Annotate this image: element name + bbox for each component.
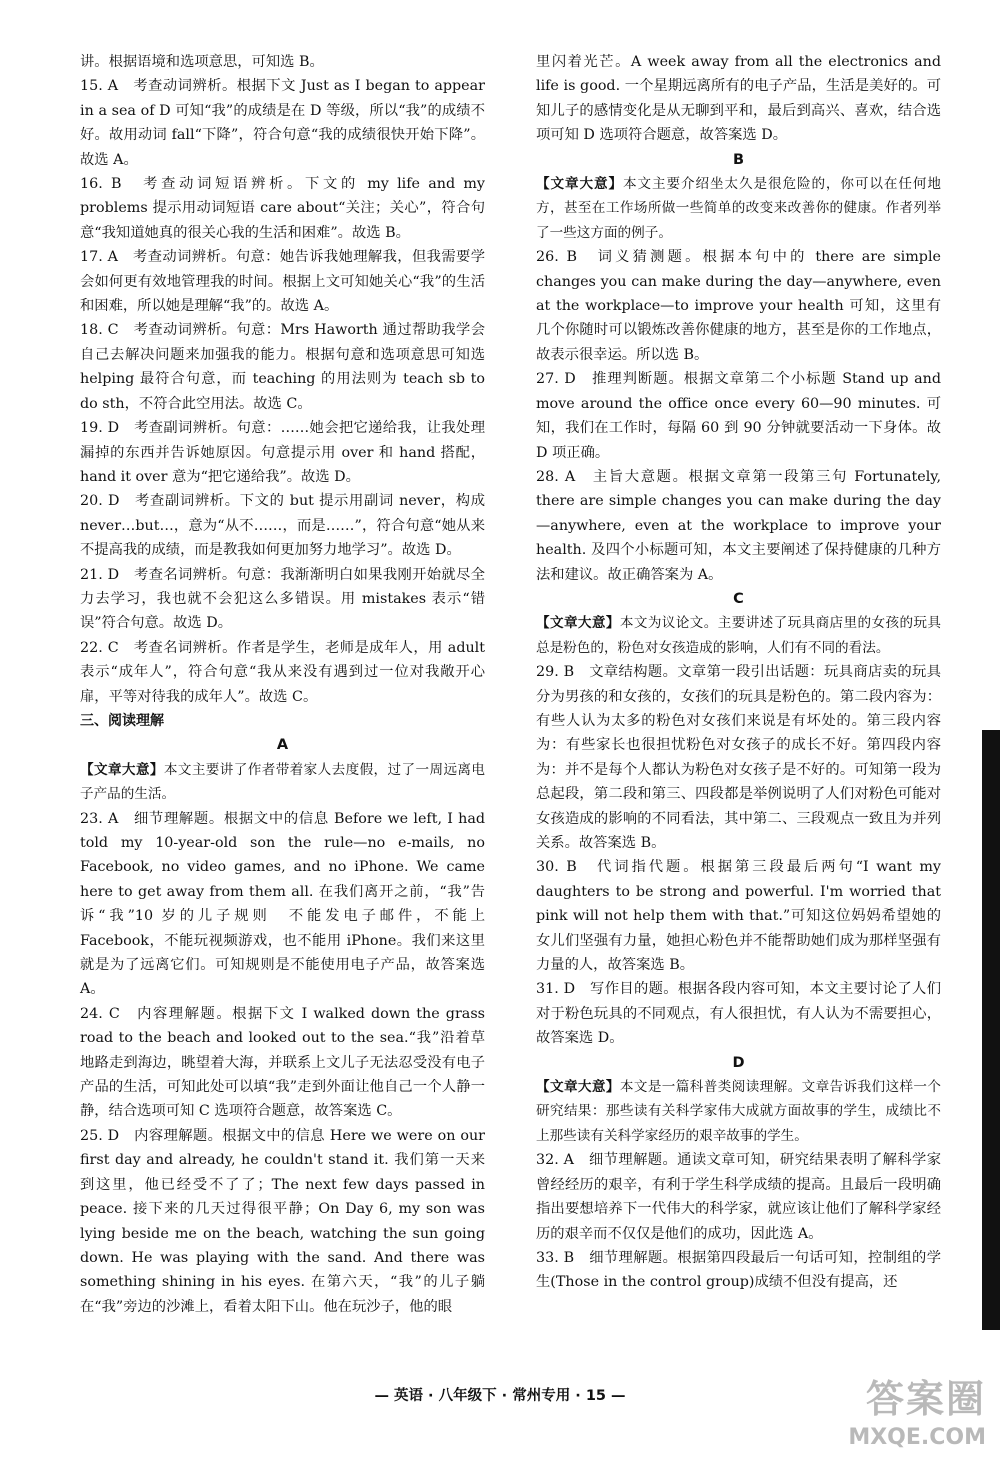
passage-summary-a (80, 758, 485, 807)
answer-19: 19. D 考查副词辨析。句意：……她会把它递给我，让我处理漏掉的东西并告诉她原因。句意提示用 over 和 hand 搭配，hand it over 意为“把它递给我”。故选 D。 (80, 420, 485, 485)
summary-tag: 【文章大意】 (536, 1079, 620, 1096)
answer-32: 32. A 细节理解题。通读文章可知，研究结果表明了解科学家曾经经历的艰辛，有利于学生科学成绩的提高。且最后一段明确指出要想培养下一代伟大的科学家，就应该让他们了解科学家经历的艰辛而不仅仅是他们的成功，因此选 A。 (536, 1152, 941, 1242)
answer-18: 18. C 考查动词辨析。句意：Mrs Haworth 通过帮助我学会自己去解决问题来加强我的能力。根据句意和选项意思可知选 helping 最符合句意，而 teaching 的用法则为 teach sb to do sth，不符合此空用法。故选 C。 (80, 322, 485, 412)
answer-28: 28. A 主旨大意题。根据文章第一段第三句 Fortunately, there are simple changes you can make during the day—anywhere, even at the workplace to improve your health. 及四个小标题可知，本文主要阐述了保持健康的几种方法和建议。故正确答案为 A。 (536, 468, 941, 583)
answer-24: 24. C 内容理解题。根据下文 I walked down the grass road to the beach and looked out to the sea.“我”沿着草地路走到海边，眺望着大海，并联系上文儿子无法忍受没有电子产品的生活，可知此处可以填“我”走到外面让他自己一个人静一静，结合选项可知 C 选项符合题意，故答案选 C。 (80, 1005, 485, 1120)
summary-text: 本文主要介绍坐太久是很危险的，你可以在任何地方，甚至在工作场所做一些简单的改变来改善你的健康。作者列举了一些这方面的例子。 (536, 176, 942, 241)
section-heading-reading: 三、阅读理解 (80, 712, 164, 729)
answer-33: 33. B 细节理解题。根据第四段最后一句话可知，控制组的学生(Those in the control group)成绩不但没有提高，还 (536, 1249, 941, 1291)
page-edge-tab (982, 730, 1000, 1330)
watermark-url: MXQE.COM (848, 1425, 986, 1450)
answer-22: 22. C 考查名词辨析。作者是学生，老师是成年人，用 adult 表示“成年人”，符合句意“我从来没有遇到过一位对我敞开心扉，平等对待我的成年人”。故选 C。 (80, 639, 485, 705)
answer-29: 29. B 文章结构题。文章第一段引出话题：玩具商店卖的玩具分为男孩的和女孩的，女孩们的玩具是粉色的。第二段内容为：有些人认为太多的粉色对女孩们来说是有坏处的。第三段内容为：有些家长也很担忧粉色对女孩子的成长不好。第四段内容为：并不是每个人都认为粉色对女孩子是不好的。可知第一段为总起段，第二段和第三、四段都是举例说明了人们对粉色可能对女孩造成的影响的不同看法，其中第二、三段观点一致且为并列关系。故答案选 B。 (536, 664, 941, 851)
passage-summary-d (536, 1075, 941, 1148)
answer-15: 15. A 考查动词辨析。根据下文 Just as I began to appear in a sea of D 可知“我”的成绩是在 D 等级，所以“我”的成绩不好。故用动词 fall“下降”，符合句意“我的成绩很快开始下降”。故选 A。 (80, 78, 485, 168)
answer-25-continuation: 里闪着光芒。A week away from all the electronics and life is good. 一个星期远离所有的电子产品，生活是美好的。可知儿子的感情变化是从无聊到平和，最后到高兴、喜欢，结合选项可知 D 选项符合题意，故答案选 D。 (536, 54, 941, 144)
answer-27: 27. D 推理判断题。根据文章第二个小标题 Stand up and move around the office once every 60—90 minutes. 可知，我们在工作时，每隔 60 到 90 分钟就要活动一下身体。故 D 项正确。 (536, 371, 941, 461)
answer-30: 30. B 代词指代题。根据第三段最后两句“I want my daughters to be strong and powerful. I'm worried that pink will not help them with that.”可知这位妈妈希望她的女儿们坚强有力量，她担心粉色并不能帮助她们成为那样坚强有力量的人，故答案选 B。 (536, 859, 941, 974)
passage-label-d: D (732, 1054, 745, 1071)
answer-31: 31. D 写作目的题。根据各段内容可知，本文主要讨论了人们对于粉色玩具的不同观点，有人很担忧，有人认为不需要担心，故答案选 D。 (536, 981, 941, 1047)
summary-text: 本文主要讲了作者带着家人去度假，过了一周远离电子产品的生活。 (80, 761, 486, 803)
answer-20: 20. D 考查副词辨析。下文的 but 提示用副词 never，构成 never…but…，意为“从不……，而是……”，符合句意“她从来不提高我的成绩，而是教我如何更加努力地学习”。故选 D。 (80, 493, 485, 559)
passage-label-c: C (733, 590, 744, 607)
answer-21: 21. D 考查名词辨析。句意：我渐渐明白如果我刚开始就尽全力去学习，我也就不会犯这么多错误。用 mistakes 表示“错误”符合句意。故选 D。 (80, 566, 485, 632)
watermark-logo (796, 1374, 986, 1462)
answer-16: 16. B 考查动词短语辨析。下文的 my life and my problems 提示用动词短语 care about“关注；关心”，符合句意“我知道她真的很关心我的生活和困难”。故选 B。 (80, 176, 485, 241)
left-column (80, 50, 485, 1319)
passage-label-b: B (732, 151, 745, 168)
answer-17: 17. A 考查动词辨析。句意：她告诉我她理解我，但我需要学会如何更有效地管理我的时间。根据上文可知她关心“我”的生活和困难，所以她是理解“我”的。故选 A。 (80, 249, 485, 315)
passage-summary-c (536, 611, 941, 660)
page-footer: — 英语 · 八年级下 · 常州专用 · 15 — (374, 1388, 626, 1404)
summary-tag: 【文章大意】 (80, 761, 164, 778)
answer-23: 23. A 细节理解题。根据文中的信息 Before we left, I had told my 10-year-old son the rule—no e-mails, no Facebook, no video games, and no iPhone. We came here to get away from them all. 在我们离开之前，“我”告诉“我”10 岁的儿子规则 不能发电子邮件，不能上 Facebook，不能玩视频游戏，也不能用 iPhone。我们来这里就是为了远离它们。可知规则是不能使用电子产品，故答案选 A。 (80, 810, 485, 998)
answer-continuation: 讲。根据语境和选项意思，可知选 B。 (80, 54, 324, 70)
summary-tag: 【文章大意】 (536, 615, 620, 632)
summary-text: 本文是一篇科普类阅读理解。文章告诉我们这样一个研究结果：那些读有关科学家伟大成就方面故事的学生，成绩比不上那些读有关科学家经历的艰辛故事的学生。 (536, 1079, 942, 1144)
answer-26: 26. B 词义猜测题。根据本句中的 there are simple changes you can make during the day—anywhere, even at the workplace—to improve your health 可知，这里有几个你随时可以锻炼改善你健康的地方，甚至是你的工作地点，故表示很幸运。所以选 B。 (536, 249, 941, 363)
summary-text: 本文为议论文。主要讲述了玩具商店里的女孩的玩具总是粉色的，粉色对女孩造成的影响，人们有不同的看法。 (536, 615, 942, 656)
right-column (536, 50, 941, 1295)
watermark-text: 答案圈 (865, 1377, 986, 1421)
passage-label-a: A (276, 737, 289, 754)
passage-summary-b (536, 172, 941, 245)
answer-25: 25. D 内容理解题。根据文中的信息 Here we were on our first day and already, he couldn't stand it. 我们第一天来到这里，他已经受不了了；The next few days passed in peace. 接下来的几天过得很平静；On Day 6, my son was lying beside me on the beach, watching the sun going down. He was playing with the sand. And there was something shining in his eyes. 在第六天，“我”的儿子躺在“我”旁边的沙滩上，看着太阳下山。他在玩沙子，他的眼 (80, 1127, 485, 1315)
summary-tag: 【文章大意】 (536, 176, 623, 193)
